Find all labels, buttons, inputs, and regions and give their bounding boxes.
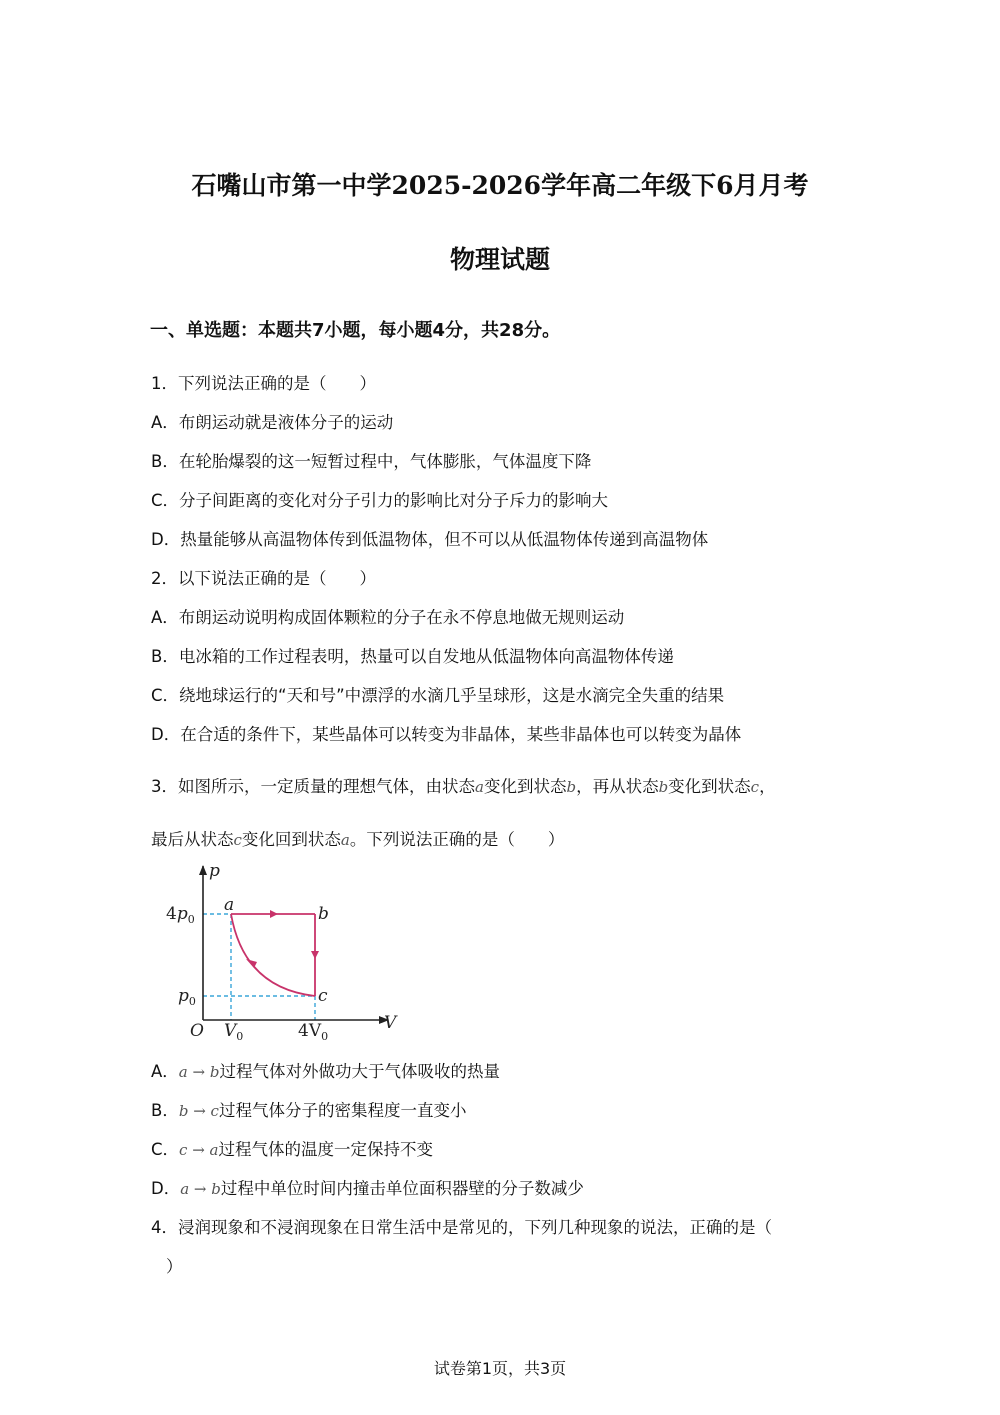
q2-stem: 2．以下说法正确的是（ ） xyxy=(151,569,376,588)
p-axis-label: p xyxy=(209,861,220,881)
page-footer: 试卷第1页，共3页 xyxy=(433,1359,567,1378)
state-a-symbol: a xyxy=(475,778,484,796)
q2-option-d: D．在合适的条件下，某些晶体可以转变为非晶体，某些非晶体也可以转变为晶体 xyxy=(151,725,742,744)
q3-option-a xyxy=(151,1058,500,1082)
state-a-symbol: a xyxy=(340,831,350,849)
q3-text: ， xyxy=(759,777,776,796)
tick-v0-label xyxy=(224,1021,243,1043)
q3-text: 变化到状态 xyxy=(483,777,567,796)
tick-4p0-coef: 4 xyxy=(166,904,177,924)
q1-option-b: B．在轮胎爆裂的这一短暂过程中，气体膨胀，气体温度下降 xyxy=(151,452,592,471)
tick-4v0-sub: 0 xyxy=(321,1030,329,1043)
option-text: 过程气体分子的密集程度一直变小 xyxy=(218,1101,467,1120)
q3-text: 变化回到状态 xyxy=(241,830,341,849)
pv-diagram xyxy=(166,856,406,1048)
v-axis-label: V xyxy=(384,1013,397,1033)
process-c-to-a xyxy=(231,914,315,996)
state-b-symbol: b xyxy=(658,778,669,796)
q2-option-a: A．布朗运动说明构成固体颗粒的分子在永不停息地做无规则运动 xyxy=(151,608,625,627)
tick-v0-var: V xyxy=(224,1021,237,1041)
tick-p0-sub: 0 xyxy=(188,995,196,1008)
q3-stem-line2 xyxy=(151,826,564,850)
process-symbol: b → c xyxy=(178,1102,219,1120)
option-label: B． xyxy=(151,1101,179,1120)
q1-stem: 1．下列说法正确的是（ ） xyxy=(151,374,376,393)
point-b-label: b xyxy=(318,904,329,924)
state-c-symbol: c xyxy=(233,831,242,849)
q1-option-a: A．布朗运动就是液体分子的运动 xyxy=(151,413,394,432)
tick-p0-var: p xyxy=(178,986,189,1006)
exam-subject: 物理试题 xyxy=(449,245,550,274)
arrow-a-to-b xyxy=(270,910,278,918)
section-heading: 一、单选题：本题共7小题，每小题4分，共28分。 xyxy=(150,320,561,341)
point-a-label: a xyxy=(224,895,235,915)
arrow-b-to-c xyxy=(311,951,319,959)
state-b-symbol: b xyxy=(566,778,577,796)
q3-option-d xyxy=(151,1175,584,1199)
q3-text: 3．如图所示，一定质量的理想气体，由状态 xyxy=(151,777,475,796)
q1-option-c: C．分子间距离的变化对分子引力的影响比对分子斥力的影响大 xyxy=(151,491,609,510)
tick-4p0-label xyxy=(166,904,195,926)
q3-text: 变化到状态 xyxy=(668,777,751,796)
origin-label: O xyxy=(190,1021,204,1041)
option-label: C． xyxy=(151,1140,180,1159)
q3-option-c xyxy=(151,1136,433,1160)
tick-4v0-var: 4V xyxy=(298,1021,322,1041)
tick-v0-sub: 0 xyxy=(236,1030,244,1043)
option-label: A． xyxy=(151,1062,179,1081)
tick-4p0-sub: 0 xyxy=(187,913,195,926)
q4-stem-line2: ） xyxy=(166,1257,183,1276)
tick-4p0-var: p xyxy=(176,904,188,924)
q3-text: 最后从状态 xyxy=(151,830,234,849)
process-symbol: a → b xyxy=(178,1063,220,1081)
option-text: 过程气体的温度一定保持不变 xyxy=(218,1140,433,1159)
option-text: 过程气体对外做功大于气体吸收的热量 xyxy=(219,1062,500,1081)
q2-option-b: B．电冰箱的工作过程表明，热量可以自发地从低温物体向高温物体传递 xyxy=(151,647,674,666)
option-label: D． xyxy=(151,1179,181,1198)
arrow-c-to-a xyxy=(246,959,257,968)
state-c-symbol: c xyxy=(750,778,760,796)
q3-stem-line1 xyxy=(151,773,776,797)
option-text: 过程中单位时间内撞击单位面积器壁的分子数减少 xyxy=(220,1179,584,1198)
q3-option-b xyxy=(151,1097,466,1121)
process-symbol: c → a xyxy=(179,1141,219,1159)
q4-stem-line1: 4．浸润现象和不浸润现象在日常生活中是常见的，下列几种现象的说法，正确的是（ xyxy=(151,1218,772,1237)
process-symbol: a → b xyxy=(180,1180,221,1198)
q1-option-d: D．热量能够从高温物体传到低温物体，但不可以从低温物体传递到高温物体 xyxy=(151,530,709,549)
exam-title: 石嘴山市第一中学2025-2026学年高二年级下6月月考 xyxy=(191,171,809,200)
q2-option-c: C．绕地球运行的“天和号”中漂浮的水滴几乎呈球形，这是水滴完全失重的结果 xyxy=(151,686,725,705)
tick-p0-label xyxy=(178,986,196,1008)
point-c-label: c xyxy=(318,986,328,1006)
q3-text: ，再从状态 xyxy=(576,777,659,796)
q3-text: 。下列说法正确的是（ ） xyxy=(349,830,565,849)
tick-4v0-label xyxy=(298,1021,328,1043)
